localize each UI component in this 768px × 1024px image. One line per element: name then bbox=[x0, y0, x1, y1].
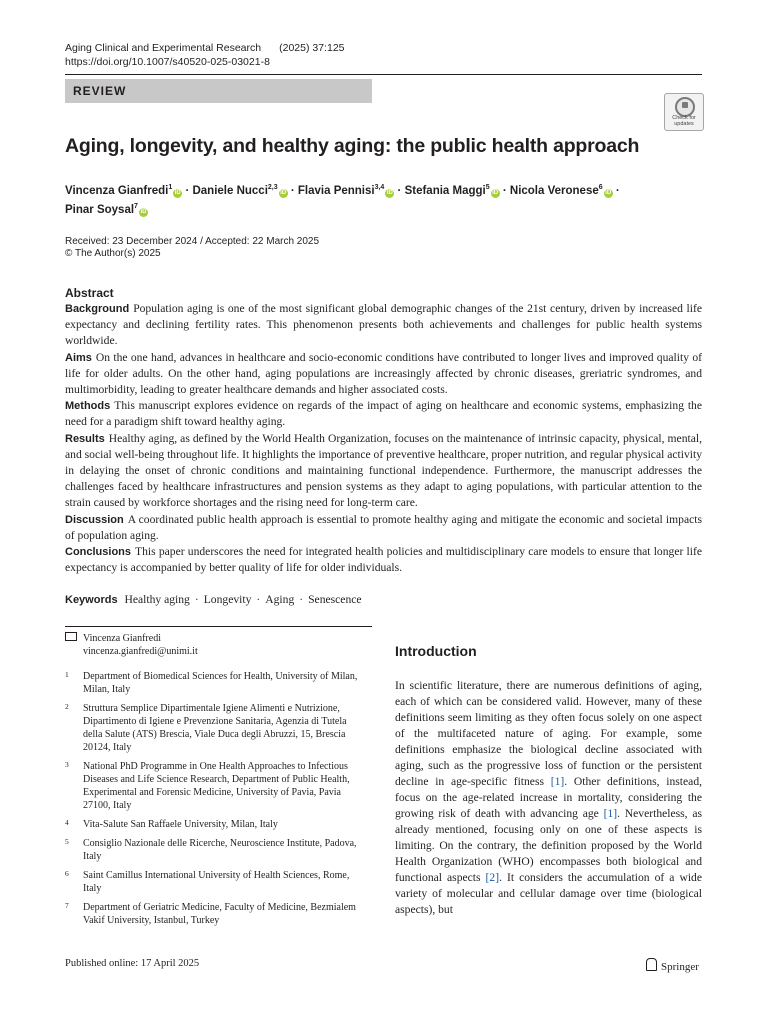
affiliation-item bbox=[65, 760, 365, 812]
author-name[interactable]: Stefania Maggi bbox=[404, 184, 486, 197]
abstract-section bbox=[65, 431, 702, 512]
abstract-body bbox=[65, 301, 702, 576]
check-for-updates-badge[interactable] bbox=[664, 93, 704, 131]
keyword: Aging bbox=[265, 593, 295, 606]
abstract-section-label: Background bbox=[65, 303, 130, 315]
keyword-separator: · bbox=[299, 593, 304, 606]
affiliation-item bbox=[65, 670, 365, 696]
header-rule bbox=[65, 74, 702, 75]
doi-link[interactable]: https://doi.org/10.1007/s40520-025-03021-8 bbox=[65, 56, 270, 68]
author-name[interactable]: Pinar Soysal bbox=[65, 203, 135, 216]
abstract-section bbox=[65, 512, 702, 544]
corresponding-author-name: Vincenza Gianfredi bbox=[83, 633, 161, 644]
affiliation-text: National PhD Programme in One Health Approaches to Infectious Diseases and Life Science Research, Department of Public Health, Experimental and Forensic Medicine, University of Pavia, Pavia 27100, Italy bbox=[83, 761, 350, 811]
paragraph-text: . It considers the accumulation of a wide variety of molecular and cellular damage over time (biological aspects), but bbox=[395, 871, 703, 916]
envelope-icon bbox=[65, 632, 77, 641]
abstract-section bbox=[65, 544, 702, 576]
author-affiliation-mark: 3,4 bbox=[374, 184, 385, 191]
keyword-separator: · bbox=[256, 593, 261, 606]
keyword: Healthy aging bbox=[124, 593, 190, 606]
abstract-section-label: Conclusions bbox=[65, 546, 132, 559]
author-affiliation-mark: 2,3 bbox=[267, 184, 278, 191]
bookmark-icon bbox=[675, 97, 695, 117]
keywords-label: Keywords bbox=[65, 594, 118, 606]
abstract-section-label: Discussion bbox=[65, 513, 124, 526]
springer-horse-icon bbox=[646, 958, 657, 971]
affiliation-item bbox=[65, 901, 365, 927]
orcid-icon[interactable]: iD bbox=[386, 189, 393, 196]
journal-volume: (2025) 37:125 bbox=[279, 42, 345, 54]
author-name[interactable]: Vincenza Gianfredi bbox=[65, 184, 169, 197]
abstract-section bbox=[65, 301, 702, 350]
abstract-section-label: Methods bbox=[65, 400, 111, 413]
affiliation-text: Department of Biomedical Sciences for Health, University of Milan, Milan, Italy bbox=[83, 671, 358, 695]
keyword: Senescence bbox=[308, 593, 362, 606]
author-affiliation-mark: 6 bbox=[598, 184, 603, 191]
affiliation-text: Struttura Semplice Dipartimentale Igiene Alimenti e Nutrizione, Dipartimento di Igiene e Prevenzione Sanitaria, Agenzia di Tutela della Salute (ATS) Brescia, Viale Duca degli Abruzzi, 15, Brescia 20124, Italy bbox=[83, 703, 347, 753]
author-separator: · bbox=[185, 184, 190, 197]
paragraph-text: In scientific literature, there are numerous definitions of aging, each of which can be considered valid. However, many of these definitions seem limiting as they often focus solely on one aspect of the multifaceted nature of aging. For example, some definitions emphasize the biological decline associated with aging, such as the progressive loss of function or the persistent decline in age-specific fitness bbox=[395, 679, 702, 788]
affiliation-item bbox=[65, 869, 365, 895]
author-name[interactable]: Flavia Pennisi bbox=[297, 184, 375, 197]
copyright-notice: © The Author(s) 2025 bbox=[65, 248, 161, 259]
abstract-section bbox=[65, 350, 702, 399]
abstract-section-label: Aims bbox=[65, 351, 92, 364]
orcid-icon[interactable]: iD bbox=[492, 189, 499, 196]
abstract-section-text: A coordinated public health approach is essential to promote healthy aging and mitigate the economic and societal impacts of population aging. bbox=[65, 512, 702, 542]
keyword-separator: · bbox=[194, 593, 199, 606]
keyword: Longevity bbox=[203, 593, 252, 606]
author-separator: · bbox=[502, 184, 507, 197]
affiliation-number: 1 bbox=[65, 670, 69, 679]
affiliation-number: 6 bbox=[65, 869, 69, 878]
author-separator: · bbox=[290, 184, 295, 197]
affiliation-number: 2 bbox=[65, 702, 69, 711]
author-affiliation-mark: 5 bbox=[485, 184, 490, 191]
affiliation-number: 4 bbox=[65, 818, 69, 827]
publisher-logo bbox=[646, 958, 699, 973]
orcid-icon[interactable]: iD bbox=[605, 189, 612, 196]
affiliation-item bbox=[65, 702, 365, 754]
affiliation-text: Vita-Salute San Raffaele University, Milan, Italy bbox=[83, 819, 278, 830]
reference-link[interactable]: [1] bbox=[550, 775, 565, 788]
author-name[interactable]: Daniele Nucci bbox=[192, 184, 268, 197]
corresponding-author bbox=[65, 632, 198, 658]
reference-link[interactable]: [1] bbox=[603, 807, 618, 820]
affiliation-number: 5 bbox=[65, 837, 69, 846]
author-separator: · bbox=[397, 184, 402, 197]
introduction-paragraph bbox=[395, 678, 702, 918]
section-heading-introduction: Introduction bbox=[395, 643, 477, 659]
affiliation-rule bbox=[65, 626, 372, 627]
reference-link[interactable]: [2] bbox=[485, 871, 500, 884]
affiliation-text: Department of Geriatric Medicine, Faculty of Medicine, Bezmialem Vakif University, Istanbul, Turkey bbox=[83, 902, 356, 926]
received-accepted-dates: Received: 23 December 2024 / Accepted: 22 March 2025 bbox=[65, 236, 320, 247]
abstract-section-text: Population aging is one of the most significant global demographic changes of the 21st century, driven by increased life expectancy and declining fertility rates. This phenomenon presents both achievements and challenges for public health systems worldwide. bbox=[65, 302, 702, 348]
author-affiliation-mark: 1 bbox=[168, 184, 173, 191]
corresponding-author-email[interactable]: vincenza.gianfredi@unimi.it bbox=[83, 646, 198, 657]
paragraph-text: . Nevertheless, as already mentioned, focusing only on one of these aspects is limiting. On the contrary, the definition proposed by the World Health Organization (WHO) encompasses both biological and functional aspects bbox=[395, 807, 702, 884]
paragraph-text: . Other definitions, instead, focus on the age-related increase in mortality, considering the growing risk of death with advancing age bbox=[395, 775, 703, 820]
keywords bbox=[65, 593, 362, 606]
author-affiliation-mark: 7 bbox=[134, 202, 138, 210]
affiliation-number: 3 bbox=[65, 760, 69, 769]
orcid-icon[interactable]: iD bbox=[280, 189, 287, 196]
publisher-name: Springer bbox=[661, 961, 699, 973]
affiliation-number: 7 bbox=[65, 901, 69, 910]
journal-name: Aging Clinical and Experimental Research bbox=[65, 42, 262, 54]
author-list bbox=[65, 180, 705, 218]
published-online-date: Published online: 17 April 2025 bbox=[65, 958, 200, 969]
abstract-section bbox=[65, 398, 702, 430]
author-name[interactable]: Nicola Veronese bbox=[509, 184, 599, 197]
article-title: Aging, longevity, and healthy aging: the public health approach bbox=[65, 135, 640, 157]
abstract-heading: Abstract bbox=[65, 286, 114, 300]
affiliation-item bbox=[65, 818, 365, 831]
affiliation-list bbox=[65, 670, 365, 933]
affiliation-item bbox=[65, 837, 365, 863]
abstract-section-label: Results bbox=[65, 432, 105, 445]
affiliation-text: Consiglio Nazionale delle Ricerche, Neuroscience Institute, Padova, Italy bbox=[83, 838, 357, 862]
abstract-section-text: This paper underscores the need for integrated health policies and multidisciplinary care models to ensure that longer life expectancy is accompanied by better quality of life for older individuals. bbox=[65, 545, 702, 575]
abstract-section-text: This manuscript explores evidence on regards of the impact of aging on healthcare and economic systems, emphasizing the need for a paradigm shift toward healthy aging. bbox=[65, 399, 702, 429]
orcid-icon[interactable]: iD bbox=[174, 189, 181, 196]
check-for-updates-label: Check for updates bbox=[672, 115, 696, 127]
affiliation-text: Saint Camillus International University of Health Sciences, Rome, Italy bbox=[83, 870, 350, 894]
abstract-section-text: On the one hand, advances in healthcare and socio-economic conditions have contributed to longer lives and improved quality of life for older adults. On the other hand, aging populations are increasingly affected by chronic diseases, greriatric syndromes, and multimorbidity, leading to greater healthcare demands and higher associated costs. bbox=[65, 350, 702, 397]
journal-header bbox=[65, 41, 345, 55]
author-separator: · bbox=[615, 184, 620, 197]
article-type-label: REVIEW bbox=[73, 84, 127, 98]
abstract-section-text: Healthy aging, as defined by the World Health Organization, focuses on the maintenance of intrinsic capacity, physical, mental, and social well-being throughout life. It highlights the importance of preventive healthcare, proper nutrition, and regular physical activity in delaying the onset of chronic conditions and maintaining functional independence. Furthermore, the manuscript addresses the challenges faced by healthcare infrastructures and pension systems as they adapt to aging populations, with particular attention to the strain caused by workforce shortages and the rising need for long-term care. bbox=[65, 431, 702, 510]
orcid-icon[interactable]: iD bbox=[140, 208, 147, 215]
